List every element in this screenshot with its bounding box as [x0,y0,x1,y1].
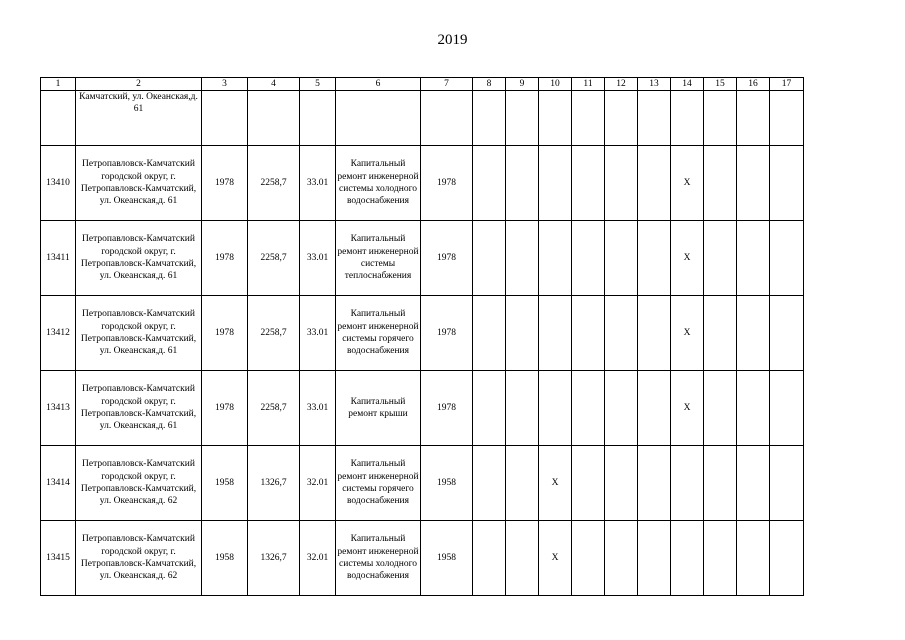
mark-cell [506,371,539,446]
column-number: 9 [506,78,539,91]
mark-cell [605,296,638,371]
mark-cell [506,296,539,371]
mark-cell: X [671,146,704,221]
mark-cell [605,221,638,296]
column-number-row [41,78,804,91]
mark-cell [770,221,804,296]
column-number: 11 [572,78,605,91]
row-id-cell: 13412 [41,296,76,371]
table-cell [770,91,804,146]
table-cell [638,91,671,146]
mark-cell [638,221,671,296]
column-number: 15 [704,78,737,91]
area-cell: 1326,7 [248,521,300,596]
table-cell [248,91,300,146]
mark-cell [572,296,605,371]
mark-cell [638,146,671,221]
table-row [41,296,804,371]
mark-cell: X [671,296,704,371]
mark-cell [572,371,605,446]
table-cell [704,91,737,146]
row-id-cell: 13413 [41,371,76,446]
table-row [41,221,804,296]
code-cell: 32.01 [300,446,336,521]
mark-cell [506,446,539,521]
mark-cell [605,521,638,596]
code-cell: 33.01 [300,146,336,221]
mark-cell: X [671,371,704,446]
table-cell [737,91,770,146]
work-type-cell: Капитальный ремонт инженерной системы холодного водоснабжения [336,146,421,221]
column-number: 6 [336,78,421,91]
mark-cell [638,371,671,446]
table-body [41,78,804,596]
mark-cell [737,521,770,596]
table-cell [506,91,539,146]
mark-cell [572,221,605,296]
table-row [41,521,804,596]
mark-cell [737,296,770,371]
address-cell: Петропавловск-Камчатский городской округ, г. Петропавловск-Камчатский, ул. Океанская,д. 62 [76,521,202,596]
mark-cell [770,446,804,521]
table-cell [202,91,248,146]
year-cell: 1958 [421,521,473,596]
mark-cell [473,296,506,371]
table-cell [473,91,506,146]
row-id-cell: 13414 [41,446,76,521]
table-cell [336,91,421,146]
mark-cell [473,521,506,596]
year-built-cell: 1978 [202,146,248,221]
year-cell: 1978 [421,296,473,371]
column-number: 1 [41,78,76,91]
mark-cell: X [671,221,704,296]
mark-cell [473,146,506,221]
column-number: 4 [248,78,300,91]
address-cell: Петропавловск-Камчатский городской округ, г. Петропавловск-Камчатский, ул. Океанская,д. 61 [76,146,202,221]
area-cell: 2258,7 [248,146,300,221]
repair-register-table [40,77,804,596]
mark-cell [506,521,539,596]
table-cell [539,91,572,146]
code-cell: 33.01 [300,221,336,296]
code-cell: 32.01 [300,521,336,596]
mark-cell [737,146,770,221]
column-number: 16 [737,78,770,91]
mark-cell [704,521,737,596]
mark-cell: X [539,446,572,521]
mark-cell [704,296,737,371]
work-type-cell: Капитальный ремонт инженерной системы горячего водоснабжения [336,446,421,521]
column-number: 14 [671,78,704,91]
table-cell [300,91,336,146]
column-number: 13 [638,78,671,91]
mark-cell [539,371,572,446]
row-id-cell: 13415 [41,521,76,596]
mark-cell [737,446,770,521]
mark-cell [473,446,506,521]
mark-cell [671,521,704,596]
mark-cell [638,296,671,371]
table-row [41,446,804,521]
mark-cell [770,296,804,371]
year-cell: 1958 [421,446,473,521]
year-cell: 1978 [421,146,473,221]
area-cell: 2258,7 [248,296,300,371]
code-cell: 33.01 [300,296,336,371]
mark-cell [770,521,804,596]
column-number: 3 [202,78,248,91]
column-number: 2 [76,78,202,91]
work-type-cell: Капитальный ремонт инженерной системы холодного водоснабжения [336,521,421,596]
mark-cell [539,146,572,221]
year-built-cell: 1958 [202,521,248,596]
mark-cell [473,371,506,446]
mark-cell [506,221,539,296]
mark-cell [572,446,605,521]
mark-cell [638,521,671,596]
address-cell: Петропавловск-Камчатский городской округ, г. Петропавловск-Камчатский, ул. Океанская,д. 61 [76,371,202,446]
mark-cell [770,371,804,446]
mark-cell [671,446,704,521]
mark-cell [704,371,737,446]
area-cell: 2258,7 [248,371,300,446]
mark-cell [506,146,539,221]
table-cell [41,91,76,146]
table-cell [572,91,605,146]
mark-cell [572,521,605,596]
table-cell [671,91,704,146]
year-built-cell: 1958 [202,446,248,521]
table-row [41,146,804,221]
mark-cell [704,446,737,521]
code-cell: 33.01 [300,371,336,446]
area-cell: 1326,7 [248,446,300,521]
mark-cell: X [539,521,572,596]
mark-cell [704,146,737,221]
page-number: 2019 [437,32,468,48]
area-cell: 2258,7 [248,221,300,296]
mark-cell [704,221,737,296]
table-row [41,371,804,446]
address-cell: Петропавловск-Камчатский городской округ, г. Петропавловск-Камчатский, ул. Океанская,д. 61 [76,296,202,371]
mark-cell [539,221,572,296]
column-number: 7 [421,78,473,91]
column-number: 10 [539,78,572,91]
year-built-cell: 1978 [202,371,248,446]
mark-cell [539,296,572,371]
work-type-cell: Капитальный ремонт крыши [336,371,421,446]
mark-cell [572,146,605,221]
mark-cell [737,371,770,446]
year-cell: 1978 [421,221,473,296]
mark-cell [737,221,770,296]
row-id-cell: 13411 [41,221,76,296]
table-cell [605,91,638,146]
column-number: 8 [473,78,506,91]
year-cell: 1978 [421,371,473,446]
continuation-row [41,91,804,146]
column-number: 17 [770,78,804,91]
work-type-cell: Капитальный ремонт инженерной системы теплоснабжения [336,221,421,296]
address-cell: Камчатский, ул. Океанская,д. 61 [76,91,202,146]
mark-cell [605,446,638,521]
mark-cell [605,371,638,446]
address-cell: Петропавловск-Камчатский городской округ, г. Петропавловск-Камчатский, ул. Океанская,д. 62 [76,446,202,521]
column-number: 12 [605,78,638,91]
column-number: 5 [300,78,336,91]
year-built-cell: 1978 [202,296,248,371]
mark-cell [770,146,804,221]
year-built-cell: 1978 [202,221,248,296]
work-type-cell: Капитальный ремонт инженерной системы горячего водоснабжения [336,296,421,371]
table-cell [421,91,473,146]
address-cell: Петропавловск-Камчатский городской округ, г. Петропавловск-Камчатский, ул. Океанская,д. 61 [76,221,202,296]
mark-cell [473,221,506,296]
mark-cell [605,146,638,221]
mark-cell [638,446,671,521]
row-id-cell: 13410 [41,146,76,221]
